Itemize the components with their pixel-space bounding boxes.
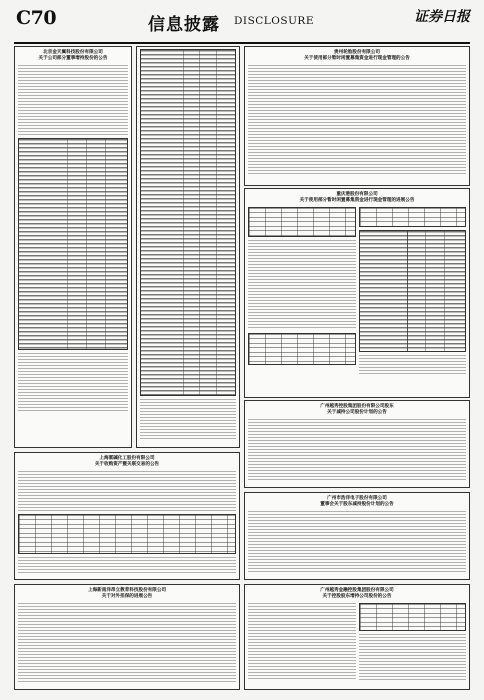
- notice-body: [140, 399, 236, 439]
- notice-table: [140, 49, 236, 396]
- notice-block-9: [244, 584, 470, 690]
- notice-title: 北京金天翼科技股份有限公司 关于公司部分董事增持股份的公告: [38, 50, 108, 61]
- notice-table: [248, 333, 356, 365]
- notice-table: [248, 207, 356, 237]
- notice-table: [359, 207, 467, 227]
- notice-title: 上海新南洋昂立教育科技股份有限公司 关于对外担保的进展公告: [87, 588, 167, 599]
- notice-body: [248, 419, 466, 481]
- notice-title: 上海氯碱化工股份有限公司 关于收购资产暨关联交易的公告: [94, 456, 160, 467]
- notice-table: [18, 138, 128, 350]
- notice-block-7: [244, 492, 470, 580]
- page-number: C70: [16, 7, 57, 29]
- notice-table: [18, 514, 236, 554]
- notice-block-4: [244, 188, 470, 398]
- notice-body: [18, 603, 236, 683]
- notice-title: 广州越秀控股集团股份有限公司股东 关于减持公司股份计划的公告: [320, 404, 394, 415]
- notice-block-5: [244, 400, 470, 488]
- notice-body: [359, 355, 467, 375]
- notice-block-3: [244, 46, 470, 186]
- notice-body: [248, 240, 356, 330]
- notice-table: [359, 230, 467, 352]
- notice-body: [248, 65, 466, 175]
- notice-title: 广州越秀金融控股集团股份有限公司 关于控股股东增持公司股份的公告: [320, 588, 394, 599]
- section-title-en: DISCLOSURE: [234, 15, 314, 27]
- notice-body: [248, 603, 356, 681]
- header-rule: [14, 42, 470, 44]
- notice-table: [359, 603, 467, 631]
- notice-title: 广州市浩洋电子股份有限公司 董事会关于股东减持股份计划的公告: [320, 496, 394, 507]
- notice-body: [248, 511, 466, 573]
- masthead-logo: 证券日报: [414, 9, 470, 25]
- notice-body-tail: [18, 353, 128, 413]
- notice-block-8: [14, 584, 240, 690]
- section-title: 信息披露: [148, 15, 220, 35]
- notice-body: [18, 471, 236, 511]
- notice-title: 贵州轮胎股份有限公司 关于使用部分暂时闲置募集资金进行现金管理的公告: [304, 50, 410, 61]
- notice-body: [359, 634, 467, 682]
- notice-block-1: [14, 46, 132, 448]
- notice-body: [18, 65, 128, 135]
- notice-title: 重庆港股份有限公司 关于使用部分暂时闲置募集资金进行现金管理的进展公告: [299, 192, 415, 203]
- page-header: [0, 0, 484, 46]
- notice-block-2: [136, 46, 240, 448]
- notice-body-tail: [18, 557, 236, 573]
- notice-block-6: [14, 452, 240, 580]
